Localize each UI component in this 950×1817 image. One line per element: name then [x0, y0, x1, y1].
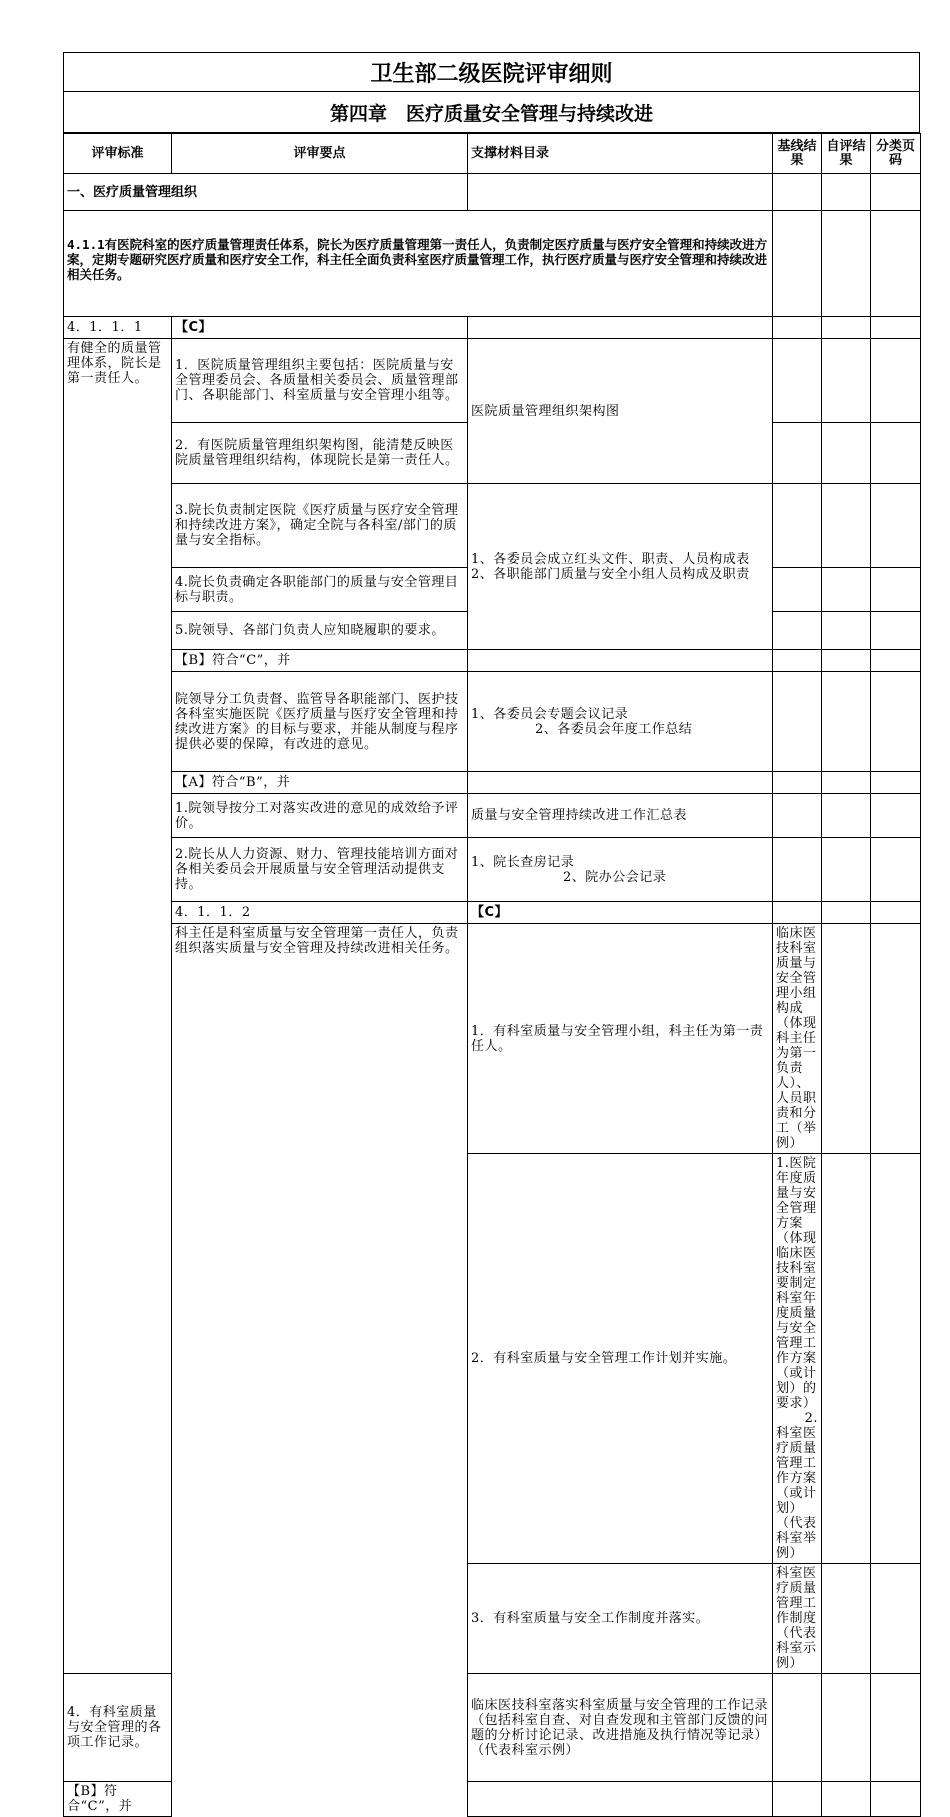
- grade-b-label: 【B】符合“C”，并: [172, 650, 468, 672]
- section-row: [64, 174, 921, 211]
- grade-c-label: 【C】: [172, 317, 468, 339]
- review-point: 4.院长负责确定各职能部门的质量与安全管理目标与职责。: [172, 568, 468, 612]
- review-point: 2.院长从人力资源、财力、管理技能培训方面对各相关委员会开展质量与安全管理活动提供支持。: [172, 838, 468, 902]
- material-entry: [468, 672, 773, 772]
- review-point: 4．有科室质量与安全管理的各项工作记录。: [64, 1674, 172, 1782]
- material-line: 1、各委员会成立红头文件、职责、人员构成表: [471, 551, 750, 567]
- material-line: 2、各职能部门质量与安全小组人员构成及职责: [471, 566, 750, 582]
- col-self: 自评结果: [822, 134, 871, 174]
- material-line: 1.医院年度质量与安全管理方案（体现临床医技科室要制定科室年度质量与安全管理工作方案（或计划）的要求）: [776, 1156, 817, 1411]
- table-row: [64, 484, 921, 568]
- grade-a-label: 【A】符合“B”，并: [172, 772, 468, 794]
- material-entry: 科室医疗质量管理工作制度（代表科室示例）: [773, 1564, 822, 1674]
- col-standard: 评审标准: [64, 134, 172, 174]
- grade-c-label: 【C】: [468, 902, 773, 924]
- table-row: [64, 924, 921, 1154]
- material-line: 1、各委员会专题会议记录: [471, 706, 629, 722]
- material-entry: 临床医技科室质量与安全管理小组构成（体现科主任为第一负责人）、人员职责和分工（举例）: [773, 924, 822, 1154]
- review-point: 2．有科室质量与安全管理工作计划并实施。: [468, 1154, 773, 1564]
- review-point: 1．有科室质量与安全管理小组，科主任为第一责任人。: [468, 924, 773, 1154]
- item-code: 4．1．1．1: [64, 317, 172, 339]
- material-entry: [773, 1154, 822, 1564]
- review-point: 3．有科室质量与安全工作制度并落实。: [468, 1564, 773, 1674]
- item-description: 有健全的质量管理体系，院长是第一责任人。: [64, 339, 172, 1674]
- standard-text: 4.1.1有医院科室的医疗质量管理责任体系，院长为医疗质量管理第一责任人，负责制定医疗质量与医疗安全管理和持续改进方案，定期专题研究医疗质量和医疗安全工作，科主任全面负责科室医疗质量管理工作，执行医疗质量与医疗安全管理和持续改进相关任务。: [64, 211, 773, 317]
- col-page: 分类页码: [871, 134, 921, 174]
- review-point: 3.院长负责制定医院《医疗质量与医疗安全管理和持续改进方案》，确定全院与各科室/部门的质量与安全指标。: [172, 484, 468, 568]
- material-line: 科室医疗质量管理工作方案（或计划）（代表科室举例）: [776, 1426, 817, 1561]
- review-point: 5.院领导、各部门负责人应知晓履职的要求。: [172, 612, 468, 650]
- col-baseline: 基线结果: [773, 134, 822, 174]
- material-entry: 临床医技科室落实科室质量与安全管理的工作记录（包括科室自查、对自查发现和主管部门反馈的问题的分析讨论记录、改进措施及执行情况等记录）（代表科室示例）: [468, 1674, 773, 1782]
- table-row: [64, 672, 921, 772]
- material-line: 2.: [804, 1411, 818, 1426]
- review-point: 院领导分工负责督、监管导各职能部门、医护技各科室实施医院《医疗质量与医疗安全管理和持续改进方案》的目标与要求，并能从制度与程序提供必要的保障，有改进的意见。: [172, 672, 468, 772]
- document-title: 卫生部二级医院评审细则: [63, 52, 920, 92]
- col-materials: 支撑材料目录: [468, 134, 773, 174]
- item-code: 4．1．1．2: [172, 902, 468, 924]
- review-point: 2．有医院质量管理组织架构图，能清楚反映医院质量管理组织结构，体现院长是第一责任人。: [172, 423, 468, 484]
- item-description: 科主任是科室质量与安全管理第一责任人，负责组织落实质量与安全管理及持续改进相关任务。: [172, 924, 468, 1817]
- chapter-title: 第四章 医疗质量安全管理与持续改进: [63, 92, 920, 133]
- table-row: [64, 794, 921, 838]
- material-entry: 质量与安全管理持续改进工作汇总表: [468, 794, 773, 838]
- review-point: 1.院领导按分工对落实改进的意见的成效给予评价。: [172, 794, 468, 838]
- item-code-row: [64, 317, 921, 339]
- material-entry: 医院质量管理组织架构图: [468, 339, 773, 484]
- material-line: 1、院长查房记录: [471, 854, 575, 870]
- header-row: [64, 134, 921, 174]
- document-frame: [63, 52, 920, 1817]
- material-line: 2、各委员会年度工作总结: [535, 721, 693, 737]
- grade-b-label: 【B】符合“C”，并: [64, 1782, 172, 1817]
- item-code-row: [64, 902, 921, 924]
- review-point: 1．医院质量管理组织主要包括：医院质量与安全管理委员会、各质量相关委员会、质量管理部门、各职能部门、科室质量与安全管理小组等。: [172, 339, 468, 423]
- material-entry: [468, 838, 773, 902]
- table-row: [64, 339, 921, 423]
- review-table: [63, 133, 921, 1817]
- col-points: 评审要点: [172, 134, 468, 174]
- table-row: [64, 650, 921, 672]
- material-entry: [468, 484, 773, 650]
- section-title: 一、医疗质量管理组织: [64, 174, 468, 211]
- table-row: [64, 772, 921, 794]
- material-line: 2、院办公会记录: [563, 869, 667, 885]
- standard-row: [64, 211, 921, 317]
- table-row: [64, 838, 921, 902]
